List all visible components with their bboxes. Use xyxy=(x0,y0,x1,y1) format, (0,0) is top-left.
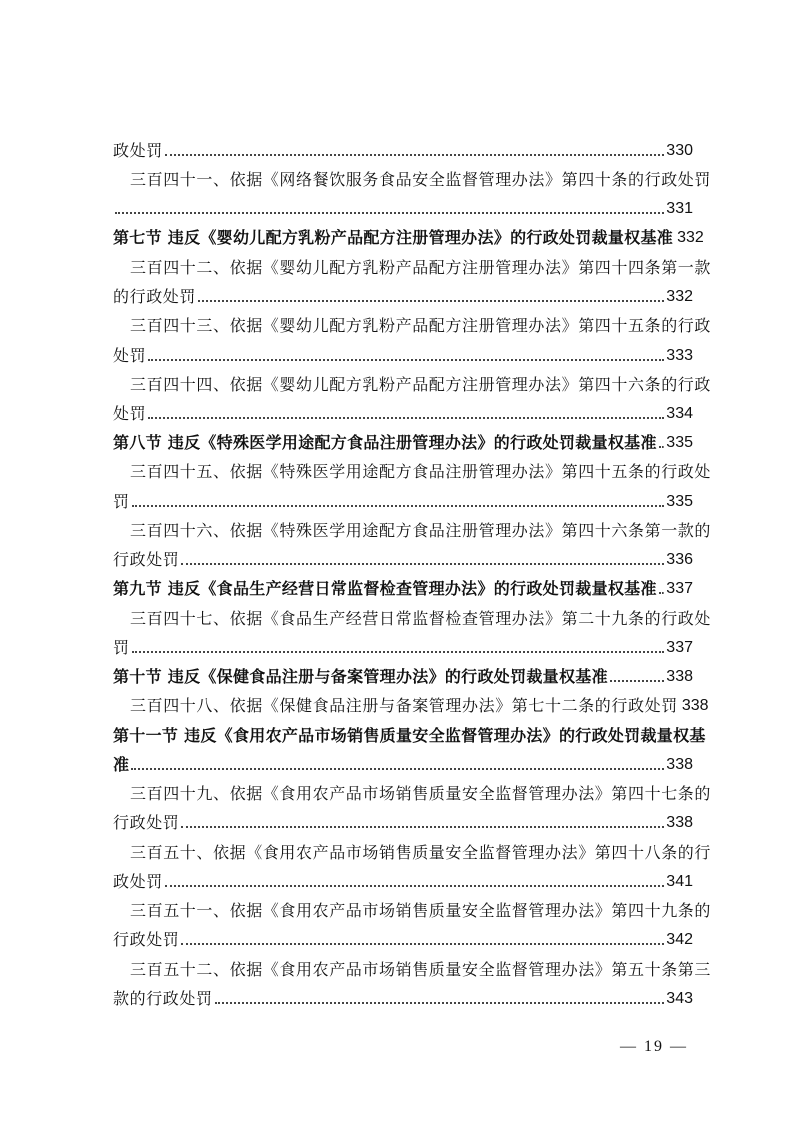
toc-entry-text: 罚 xyxy=(113,638,130,657)
toc-section-heading[interactable] xyxy=(113,716,706,746)
toc-page-number: 342 xyxy=(666,931,693,948)
toc-entry[interactable] xyxy=(130,306,712,336)
toc-entry-text: 三百四十三、依据《婴幼儿配方乳粉产品配方注册管理办法》第四十五条的行政 xyxy=(130,316,712,335)
toc-page-number: 338 xyxy=(681,697,709,714)
toc-entry-text: 三百四十一、依据《网络餐饮服务食品安全监督管理办法》第四十条的行政处罚 xyxy=(130,170,712,189)
toc-entry[interactable] xyxy=(130,160,712,190)
toc-entry-text: 行政处罚 xyxy=(113,930,180,949)
toc-page-number: 331 xyxy=(666,200,693,217)
toc-section-text: 第十一节 违反《食用农产品市场销售质量安全监督管理办法》的行政处罚裁量权基 xyxy=(113,726,706,745)
toc-entry-text: 处罚 xyxy=(113,346,147,365)
dot-leader xyxy=(165,154,664,156)
dot-leader xyxy=(165,885,664,887)
toc-entry-continuation[interactable] xyxy=(113,628,693,658)
toc-entry-text: 行政处罚 xyxy=(113,550,180,569)
toc-section-heading[interactable] xyxy=(113,569,693,599)
toc-entry[interactable] xyxy=(130,686,709,716)
toc-entry-text: 三百四十二、依据《婴幼儿配方乳粉产品配方注册管理办法》第四十四条第一款 xyxy=(130,258,712,277)
toc-page-number: 335 xyxy=(666,434,693,451)
toc-section-heading[interactable] xyxy=(113,657,693,687)
toc-page-number: 333 xyxy=(666,347,693,364)
toc-page-number: 343 xyxy=(666,990,693,1007)
toc-page-number: 332 xyxy=(666,288,693,305)
toc-page-number: 338 xyxy=(666,814,693,831)
toc-entry-text: 行政处罚 xyxy=(113,813,180,832)
toc-page-number: 341 xyxy=(666,873,693,890)
dot-leader xyxy=(659,592,665,594)
toc-entry-text: 的行政处罚 xyxy=(113,287,197,306)
toc-entry[interactable] xyxy=(130,950,712,980)
toc-entry-text: 三百四十六、依据《特殊医学用途配方食品注册管理办法》第四十六条第一款的 xyxy=(130,521,712,540)
toc-page-number: 336 xyxy=(666,551,693,568)
toc-entry-continuation[interactable] xyxy=(113,540,693,570)
toc-entry-text: 三百四十五、依据《特殊医学用途配方食品注册管理办法》第四十五条的行政处 xyxy=(130,462,712,481)
toc-entry[interactable] xyxy=(130,511,712,541)
toc-section-text: 第八节 违反《特殊医学用途配方食品注册管理办法》的行政处罚裁量权基准 xyxy=(113,433,657,452)
toc-entry-continuation[interactable] xyxy=(113,277,693,307)
toc-entry-text: 三百四十四、依据《婴幼儿配方乳粉产品配方注册管理办法》第四十六条的行政 xyxy=(130,375,712,394)
toc-entry[interactable] xyxy=(130,248,712,278)
toc-section-continuation[interactable] xyxy=(113,745,693,775)
toc-entry-text: 三百五十、依据《食用农产品市场销售质量安全监督管理办法》第四十八条的行 xyxy=(130,843,712,862)
dot-leader xyxy=(181,826,664,828)
toc-page-number: 335 xyxy=(666,493,693,510)
dot-leader xyxy=(131,768,664,770)
dot-leader xyxy=(132,505,665,507)
toc-entry[interactable] xyxy=(130,891,712,921)
toc-entry-continuation[interactable] xyxy=(113,482,693,512)
toc-entry[interactable] xyxy=(130,452,712,482)
toc-entry-continuation[interactable] xyxy=(113,862,693,892)
toc-entry-continuation[interactable] xyxy=(113,803,693,833)
toc-section-text: 第十节 违反《保健食品注册与备案管理办法》的行政处罚裁量权基准 xyxy=(113,667,608,686)
toc-entry-text: 政处罚 xyxy=(113,872,163,891)
toc-entry-continuation[interactable] xyxy=(113,394,693,424)
dot-leader xyxy=(610,680,664,682)
toc-section-heading[interactable] xyxy=(113,218,704,248)
dot-leader xyxy=(181,943,664,945)
dot-leader xyxy=(115,212,664,214)
toc-entry[interactable] xyxy=(130,599,712,629)
toc-entry-text: 款的行政处罚 xyxy=(113,989,213,1008)
toc-page-number: 332 xyxy=(677,229,704,246)
toc-entry-text: 三百五十一、依据《食用农产品市场销售质量安全监督管理办法》第四十九条的 xyxy=(130,901,712,920)
dot-leader xyxy=(148,359,664,361)
toc-section-heading[interactable] xyxy=(113,423,693,453)
toc-entry-continuation[interactable] xyxy=(113,979,693,1009)
page-footer-number: — 19 — xyxy=(620,1038,688,1055)
toc-section-text: 第七节 违反《婴幼儿配方乳粉产品配方注册管理办法》的行政处罚裁量权基准 xyxy=(113,228,674,247)
toc-entry[interactable] xyxy=(130,774,712,804)
dot-leader xyxy=(659,446,665,448)
toc-page-number: 337 xyxy=(666,580,693,597)
toc-entry-continuation[interactable] xyxy=(113,189,693,219)
toc-entry-text: 三百四十七、依据《食品生产经营日常监督检查管理办法》第二十九条的行政处 xyxy=(130,609,712,628)
toc-entry-text: 三百四十八、依据《保健食品注册与备案管理办法》第七十二条的行政处罚 xyxy=(130,696,678,715)
toc-page-number: 338 xyxy=(666,756,693,773)
toc-entry[interactable] xyxy=(130,365,712,395)
toc-entry-continuation[interactable] xyxy=(113,131,693,161)
toc-entry[interactable] xyxy=(130,833,712,863)
toc-section-text: 第九节 违反《食品生产经营日常监督检查管理办法》的行政处罚裁量权基准 xyxy=(113,579,657,598)
toc-entry-text: 罚 xyxy=(113,492,130,511)
toc-entry-text: 三百五十二、依据《食用农产品市场销售质量安全监督管理办法》第五十条第三 xyxy=(130,960,712,979)
dot-leader xyxy=(148,417,664,419)
toc-entry-text: 三百四十九、依据《食用农产品市场销售质量安全监督管理办法》第四十七条的 xyxy=(130,784,712,803)
toc-entry-text: 政处罚 xyxy=(113,141,163,160)
toc-page-number: 334 xyxy=(666,405,693,422)
dot-leader xyxy=(198,300,664,302)
toc-entry-continuation[interactable] xyxy=(113,336,693,366)
toc-entry-text: 处罚 xyxy=(113,404,147,423)
dot-leader xyxy=(181,563,664,565)
toc-page-number: 338 xyxy=(666,668,693,685)
toc-entry-continuation[interactable] xyxy=(113,920,693,950)
toc-section-text: 准 xyxy=(113,755,130,774)
dot-leader xyxy=(215,1002,665,1004)
dot-leader xyxy=(132,651,665,653)
toc-page-number: 330 xyxy=(666,142,693,159)
toc-page-number: 337 xyxy=(666,639,693,656)
